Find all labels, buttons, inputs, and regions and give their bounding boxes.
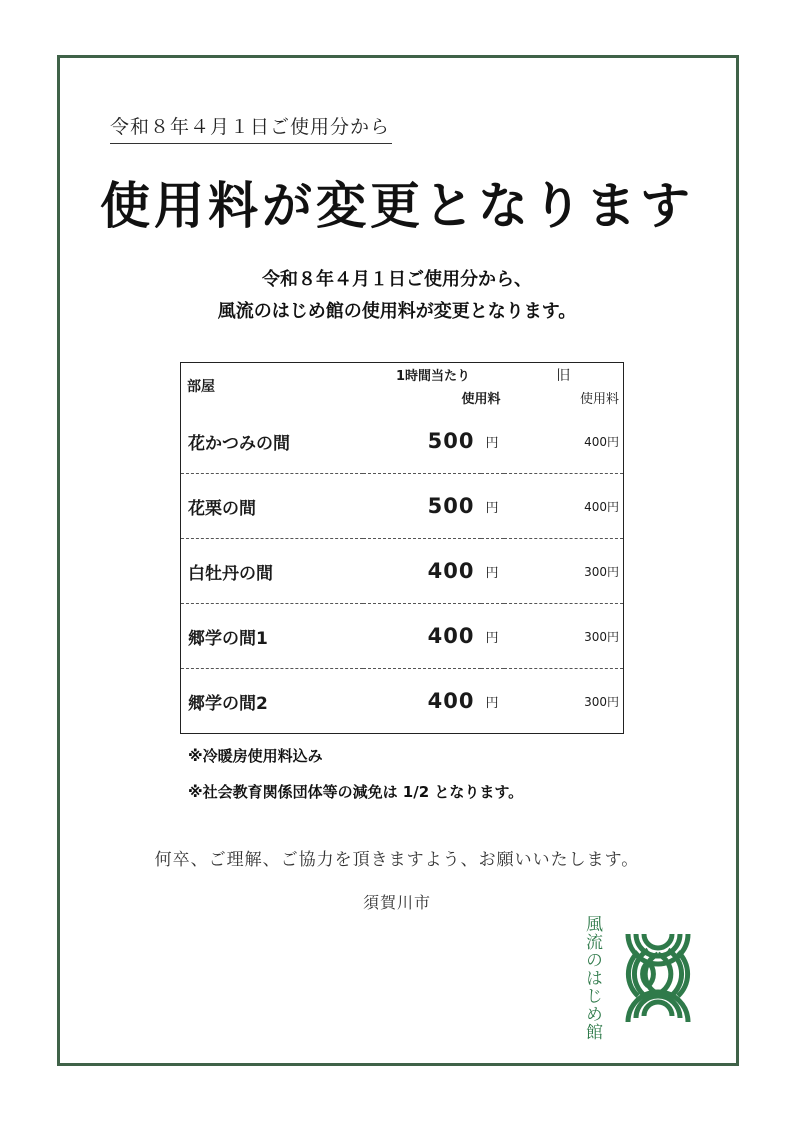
room-name: 花かつみの間: [181, 409, 363, 474]
closing-message: 何卒、ご理解、ご協力を頂きますよう、お願いいたします。: [154, 850, 640, 870]
new-fee: 400: [427, 689, 475, 713]
room-name: 郷学の間2: [188, 693, 268, 714]
old-fee: 400円: [504, 474, 624, 539]
intro-line-2: 風流のはじめ館の使用料が変更となります。: [217, 301, 577, 322]
header-new-fee: 使用料: [461, 392, 501, 407]
header-room: 部屋: [187, 379, 215, 395]
header-old-fee: 使用料: [580, 392, 620, 407]
note-discount: ※社会教育関係団体等の減免は 1/2 となります。: [188, 783, 524, 801]
headline: 使用料が変更となります: [100, 177, 694, 235]
concentric-arcs-logo-icon: [612, 912, 704, 1038]
table-row: [181, 409, 624, 474]
new-fee: 400: [363, 539, 481, 604]
intro-text: [0, 264, 794, 328]
note-hvac: ※冷暖房使用料込み: [188, 747, 323, 765]
table-header-row-1: [181, 363, 624, 387]
new-fee: 500: [363, 409, 481, 474]
old-fee: 300円: [504, 539, 624, 604]
table-row: [181, 474, 624, 539]
old-fee: 300円: [584, 694, 620, 709]
logo-text: 風流のはじめ館: [582, 915, 602, 1041]
room-name: 花栗の間: [181, 474, 363, 539]
table-row: [181, 604, 624, 669]
table-row: [181, 539, 624, 604]
old-fee: 400円: [504, 409, 624, 474]
table-row: [181, 669, 624, 734]
signer: 須賀川市: [362, 893, 431, 912]
fee-unit: 円: [481, 604, 504, 669]
fee-unit: 円: [485, 695, 499, 711]
new-fee: 400: [363, 604, 481, 669]
intro-line-1: 令和８年４月１日ご使用分から、: [262, 269, 532, 290]
fee-table: [180, 362, 624, 734]
header-new-per-hour: 1時間当たり: [395, 369, 471, 384]
fee-unit: 円: [481, 539, 504, 604]
room-name: 白牡丹の間: [181, 539, 363, 604]
new-fee: 500: [363, 474, 481, 539]
effective-date: 令和８年４月１日ご使用分から: [110, 112, 392, 144]
fee-unit: 円: [481, 474, 504, 539]
room-name: 郷学の間1: [181, 604, 363, 669]
old-fee: 300円: [504, 604, 624, 669]
fee-unit: 円: [481, 409, 504, 474]
header-old: 旧: [556, 367, 571, 384]
